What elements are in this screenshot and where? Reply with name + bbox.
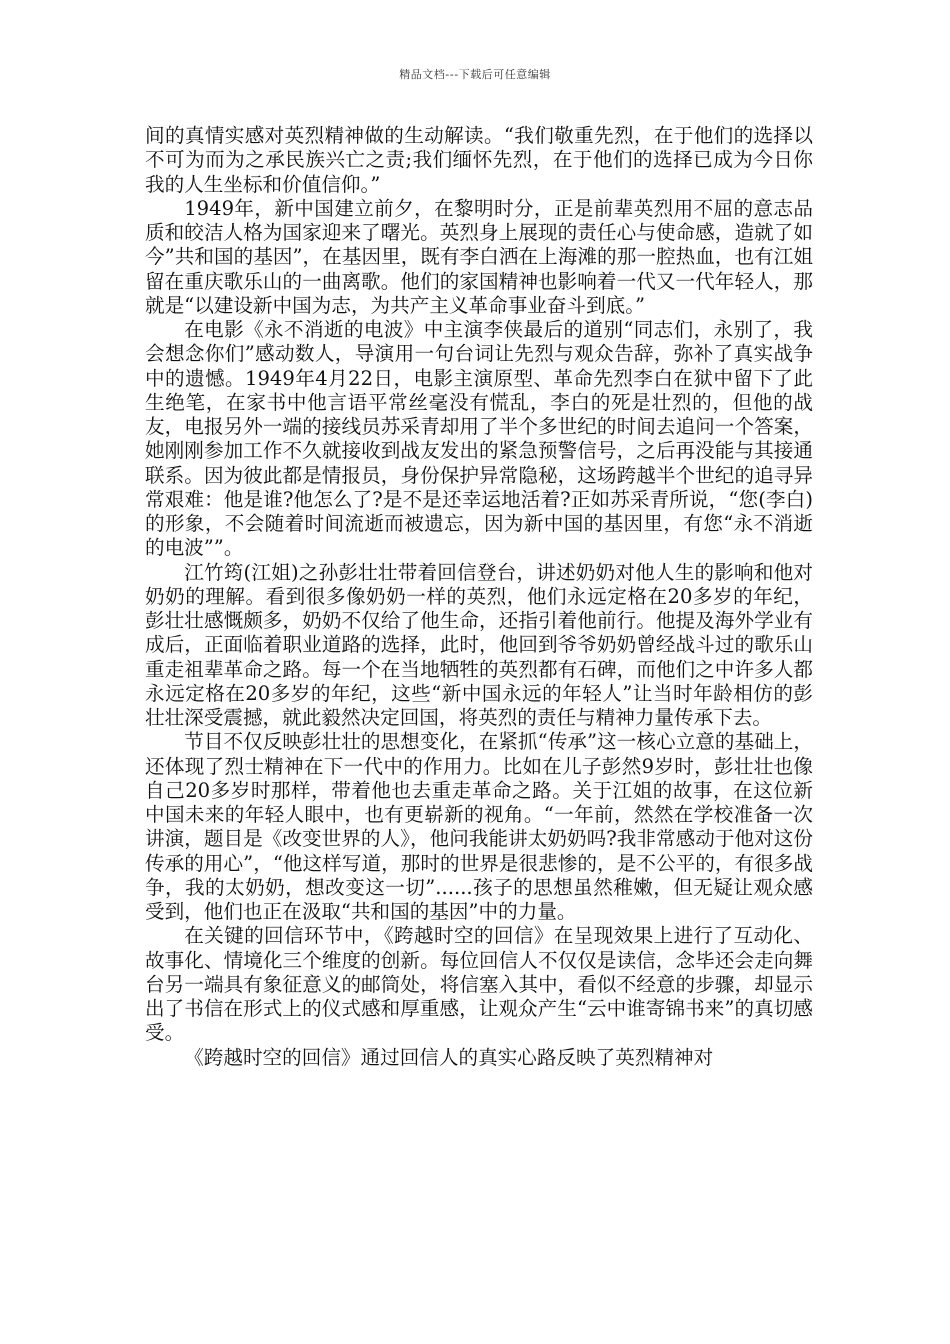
paragraph: 在关键的回信环节中，《跨越时空的回信》在呈现效果上进行了互动化、故事化、情境化三个维度的创新。每位回信人不仅仅是读信，念毕还会走向舞台另一端具有象征意义的邮筒处，将信塞入其中，看似不经意的步骤，却显示出了书信在形式上的仪式感和厚重感，让观众产生“云中谁寄锦书来”的真切感受。 <box>145 924 813 1045</box>
paragraph: 《跨越时空的回信》通过回信人的真实心路反映了英烈精神对 <box>184 1045 714 1069</box>
paragraph: 间的真情实感对英烈精神做的生动解读。“我们敬重先烈，在于他们的选择以不可为而为之承民族兴亡之责;我们缅怀先烈，在于他们的选择已成为今日你我的人生坐标和价值信仰。” <box>145 124 813 196</box>
page-header: 精品文档---下载后可任意编辑 <box>399 68 551 81</box>
paragraph: 在电影《永不消逝的电波》中主演李侠最后的道别“同志们，永别了，我会想念你们”感动数人，导演用一句台词让先烈与观众告辞，弥补了真实战争中的遗憾。1949年4月22日，电影主演原型、革命先烈李白在狱中留下了此生绝笔，在家书中他言语平常丝毫没有慌乱，李白的死是壮烈的，但他的战友，电报另外一端的接线员苏采青却用了半个多世纪的时间去追问一个答案，她刚刚参加工作不久就接收到战友发出的紧急预警信号，之后再没能与其接通联系。因为彼此都是情报员，身份保护异常隐秘，这场跨越半个世纪的追寻异常艰难：他是谁?他怎么了?是不是还幸运地活着?正如苏采青所说，“您(李白)的形象，不会随着时间流逝而被遗忘，因为新中国的基因里，有您“永不消逝的电波””。 <box>145 318 813 560</box>
article-body <box>145 124 813 1070</box>
paragraph: 1949年，新中国建立前夕，在黎明时分，正是前辈英烈用不屈的意志品质和皎洁人格为国家迎来了曙光。英烈身上展现的责任心与使命感，造就了如今”共和国的基因”，在基因里，既有李白洒在上海滩的那一腔热血，也有江姐留在重庆歌乐山的一曲离歌。他们的家国精神也影响着一代又一代年轻人，那就是“以建设新中国为志，为共产主义革命事业奋斗到底。” <box>145 196 813 317</box>
paragraph: 节目不仅反映彭壮壮的思想变化，在紧抓“传承”这一核心立意的基础上，还体现了烈士精神在下一代中的作用力。比如在儿子彭然9岁时，彭壮壮也像自己20多岁时那样，带着他也去重走革命之路。关于江姐的故事，在这位新中国未来的年轻人眼中，也有更崭新的视角。“一年前，然然在学校准备一次讲演，题目是《改变世界的人》，他问我能讲太奶奶吗?我非常感动于他对这份传承的用心”，“他这样写道，那时的世界是很悲惨的，是不公平的，有很多战争，我的太奶奶，想改变这一切”......孩子的思想虽然稚嫩，但无疑让观众感受到，他们也正在汲取“共和国的基因”中的力量。 <box>145 730 813 923</box>
paragraph: 江竹筠(江姐)之孙彭壮壮带着回信登台，讲述奶奶对他人生的影响和他对奶奶的理解。看到很多像奶奶一样的英烈，他们永远定格在20多岁的年纪，彭壮壮感慨颇多，奶奶不仅给了他生命，还指引着他前行。他提及海外学业有成后，正面临着职业道路的选择，此时，他回到爷爷奶奶曾经战斗过的歌乐山重走祖辈革命之路。每一个在当地牺牲的英烈都有石碑，而他们之中许多人都永远定格在20多岁的年纪，这些“新中国永远的年轻人”让当时年龄相仿的彭壮壮深受震撼，就此毅然决定回国，将英烈的责任与精神力量传承下去。 <box>145 560 813 729</box>
